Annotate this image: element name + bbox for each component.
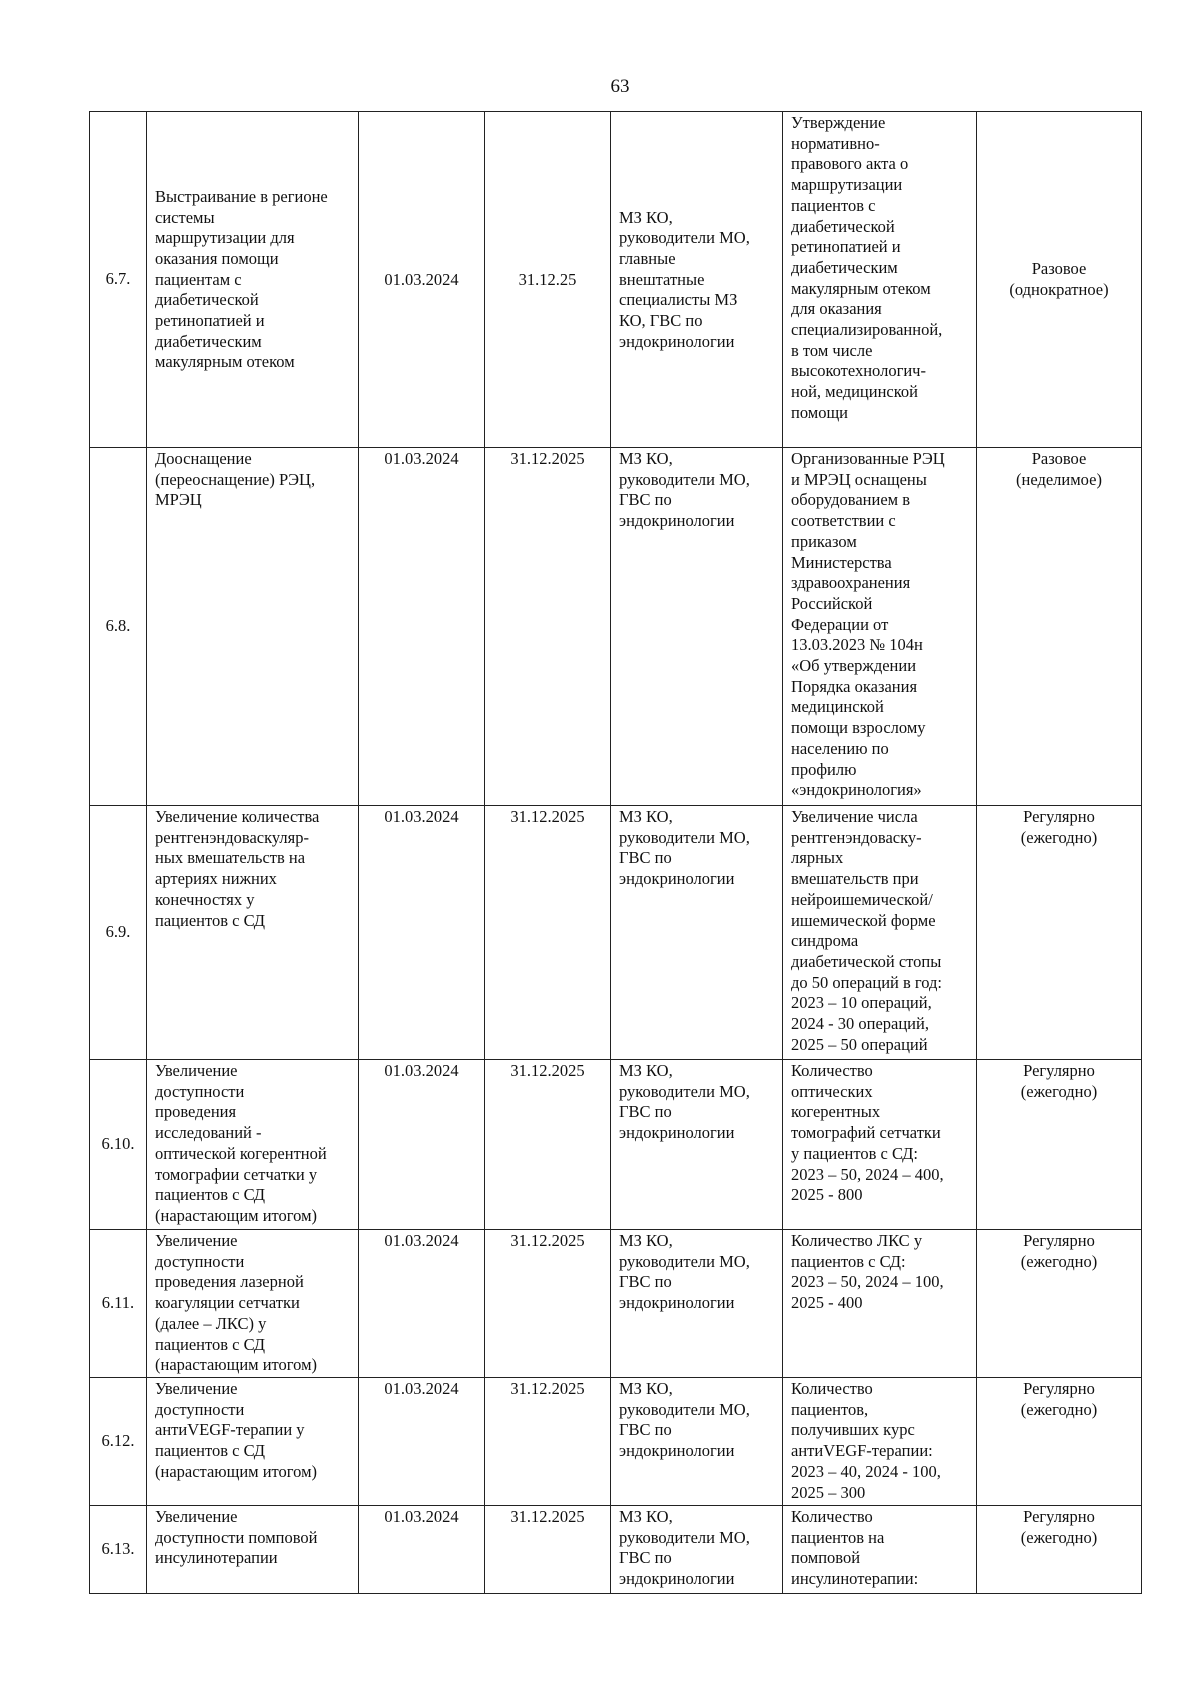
type-cell [977, 1378, 1142, 1506]
result-text: Количество пациентов, получивших курс антиVEGF-терапии: 2023 – 40, 2024 - 100, 2025 – 300 [791, 1379, 941, 1502]
end-date: 31.12.2025 [510, 1231, 585, 1250]
start-date: 01.03.2024 [384, 1061, 459, 1080]
end-date-cell [485, 448, 611, 806]
row-number: 6.13. [90, 1506, 147, 1594]
start-date-cell [359, 1506, 485, 1594]
task-text: Дооснащение (переоснащение) РЭЦ, МРЭЦ [155, 449, 316, 510]
end-date: 31.12.2025 [510, 1507, 585, 1526]
result-cell [783, 1230, 977, 1378]
result-cell [783, 1506, 977, 1594]
responsible-text: МЗ КО, руководители МО, ГВС по эндокринологии [619, 449, 750, 531]
type-cell [977, 806, 1142, 1060]
end-date: 31.12.2025 [510, 1061, 585, 1080]
task-text: Увеличение доступности антиVEGF-терапии у пациентов с СД (нарастающим итогом) [155, 1379, 318, 1481]
type-cell [977, 1230, 1142, 1378]
responsible-cell [611, 448, 783, 806]
responsible-cell [611, 806, 783, 1060]
task-cell [147, 806, 359, 1060]
row-number: 6.8. [90, 448, 147, 806]
start-date: 01.03.2024 [384, 1231, 459, 1250]
result-text: Организованные РЭЦ и МРЭЦ оснащены оборудованием в соответствии с приказом Министерства здравоохранения Российской Федерации от 13.03.2023 № 104н «Об утверждении Порядка оказания медицинской помощи взрослому населению по профилю «эндокринология» [791, 449, 945, 800]
task-text: Выстраивание в регионе системы маршрутизации для оказания помощи пациентам с диабетической ретинопатией и диабетическим макулярным отеком [155, 186, 328, 372]
end-date-cell [485, 806, 611, 1060]
responsible-cell [611, 1506, 783, 1594]
start-date: 01.03.2024 [384, 1379, 459, 1398]
table-row [90, 1378, 1142, 1506]
type-cell [977, 1060, 1142, 1230]
result-cell [783, 112, 977, 448]
responsible-cell [611, 1060, 783, 1230]
row-number: 6.9. [90, 806, 147, 1060]
start-date-cell [359, 806, 485, 1060]
result-text: Утверждение нормативно- правового акта о маршрутизации пациентов с диабетической ретинопатией и диабетическим макулярным отеком для оказания специализированной, в том числе высокотехнологич- ной, медицинской помощи [791, 113, 943, 422]
end-date-cell [485, 1230, 611, 1378]
type-text: Разовое (однократное) [1009, 259, 1109, 299]
result-cell [783, 806, 977, 1060]
start-date: 01.03.2024 [384, 449, 459, 468]
start-date-cell [359, 112, 485, 448]
end-date-cell [485, 1506, 611, 1594]
responsible-text: МЗ КО, руководители МО, ГВС по эндокринологии [619, 1379, 750, 1461]
responsible-text: МЗ КО, руководители МО, ГВС по эндокринологии [619, 807, 750, 889]
end-date-cell [485, 1378, 611, 1506]
task-cell [147, 1060, 359, 1230]
type-text: Регулярно (ежегодно) [1020, 1379, 1098, 1419]
result-text: Количество оптических когерентных томографий сетчатки у пациентов с СД: 2023 – 50, 2024 – 400, 2025 - 800 [791, 1061, 944, 1205]
result-text: Количество пациентов на помповой инсулинотерапии: [791, 1507, 919, 1589]
task-cell [147, 1230, 359, 1378]
table-row [90, 1060, 1142, 1230]
result-text: Увеличение числа рентгенэндоваску- лярных вмешательств при нейроишемической/ ишемической форме синдрома диабетической стопы до 50 операций в год: 2023 – 10 операций, 2024 - 30 операций, 2025 – 50 операций [791, 807, 943, 1054]
table-row [90, 1506, 1142, 1594]
table-row [90, 112, 1142, 448]
start-date: 01.03.2024 [384, 1507, 459, 1526]
task-text: Увеличение доступности помповой инсулинотерапии [155, 1507, 318, 1568]
type-cell [977, 112, 1142, 448]
task-text: Увеличение доступности проведения исследований - оптической когерентной томографии сетчатки у пациентов с СД (нарастающим итогом) [155, 1061, 327, 1225]
result-cell [783, 1378, 977, 1506]
row-number: 6.11. [90, 1230, 147, 1378]
table-row [90, 448, 1142, 806]
task-text: Увеличение количества рентгенэндоваскуляр- ных вмешательств на артериях нижних конечностях у пациентов с СД [155, 807, 320, 930]
type-text: Регулярно (ежегодно) [1020, 1507, 1098, 1547]
end-date: 31.12.2025 [510, 1379, 585, 1398]
responsible-text: МЗ КО, руководители МО, ГВС по эндокринологии [619, 1061, 750, 1143]
result-text: Количество ЛКС у пациентов с СД: 2023 – 50, 2024 – 100, 2025 - 400 [791, 1231, 944, 1313]
task-text: Увеличение доступности проведения лазерной коагуляции сетчатки (далее – ЛКС) у пациентов с СД (нарастающим итогом) [155, 1231, 318, 1375]
responsible-cell [611, 1378, 783, 1506]
end-date: 31.12.2025 [510, 807, 585, 826]
type-text: Регулярно (ежегодно) [1020, 807, 1098, 847]
result-cell [783, 448, 977, 806]
task-cell [147, 1378, 359, 1506]
end-date: 31.12.2025 [510, 449, 585, 468]
start-date-cell [359, 448, 485, 806]
end-date-cell [485, 1060, 611, 1230]
type-text: Разовое (неделимое) [1016, 449, 1102, 489]
task-cell [147, 448, 359, 806]
start-date-cell [359, 1378, 485, 1506]
table-row [90, 1230, 1142, 1378]
start-date: 01.03.2024 [384, 807, 459, 826]
type-text: Регулярно (ежегодно) [1020, 1231, 1098, 1271]
end-date: 31.12.25 [518, 269, 577, 289]
type-text: Регулярно (ежегодно) [1020, 1061, 1098, 1101]
responsible-cell [611, 112, 783, 448]
page-number: 63 [610, 76, 630, 97]
task-cell [147, 112, 359, 448]
task-cell [147, 1506, 359, 1594]
row-number: 6.10. [90, 1060, 147, 1230]
row-number: 6.12. [90, 1378, 147, 1506]
result-cell [783, 1060, 977, 1230]
action-plan-table [89, 111, 1142, 1594]
responsible-text: МЗ КО, руководители МО, ГВС по эндокринологии [619, 1507, 750, 1589]
type-cell [977, 1506, 1142, 1594]
end-date-cell [485, 112, 611, 448]
responsible-text: МЗ КО, руководители МО, ГВС по эндокринологии [619, 1231, 750, 1313]
start-date-cell [359, 1230, 485, 1378]
responsible-cell [611, 1230, 783, 1378]
start-date-cell [359, 1060, 485, 1230]
start-date: 01.03.2024 [384, 269, 459, 289]
type-cell [977, 448, 1142, 806]
table-row [90, 806, 1142, 1060]
responsible-text: МЗ КО, руководители МО, главные внештатные специалисты МЗ КО, ГВС по эндокринологии [619, 207, 750, 351]
row-number: 6.7. [90, 112, 147, 448]
